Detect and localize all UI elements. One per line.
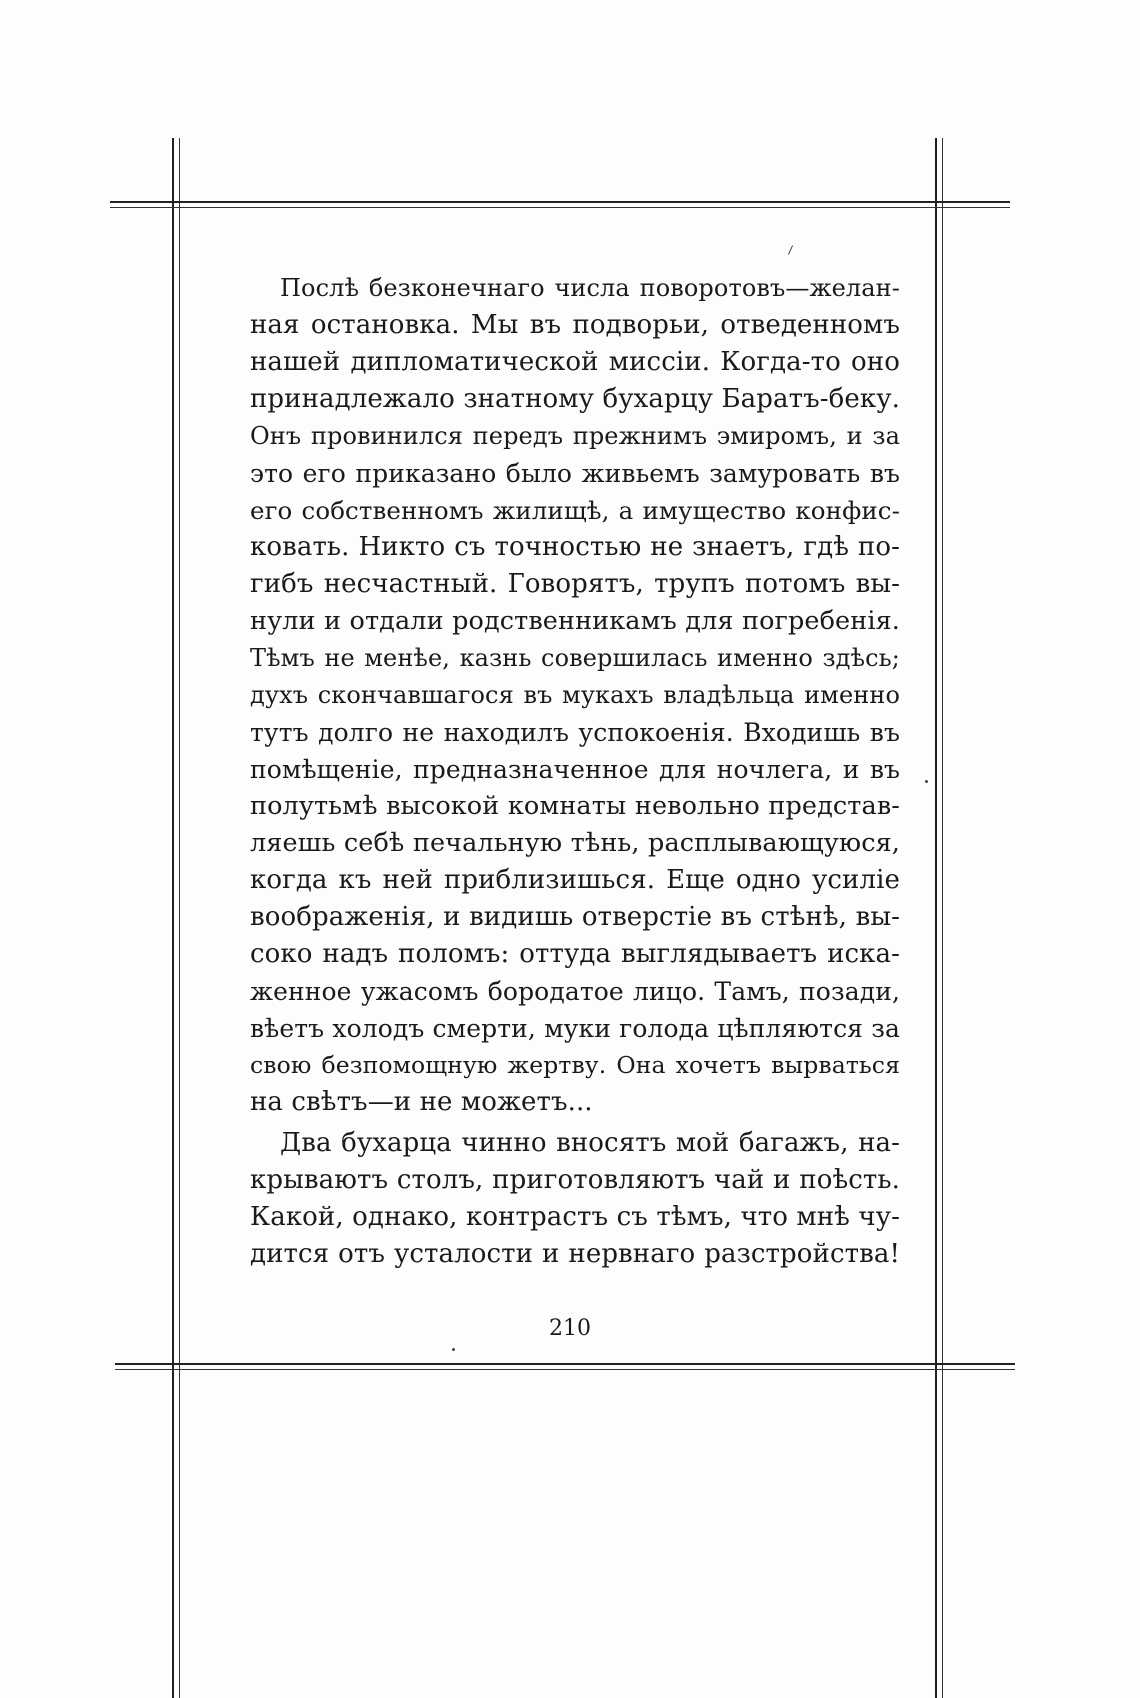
text-line: гибъ несчастный. Говорятъ, трупъ потомъ вы-: [250, 569, 900, 599]
page-number: 210: [549, 1316, 591, 1341]
text-line: дится отъ усталости и нервнаго разстройства!: [250, 1239, 900, 1269]
print-speck: [452, 1348, 455, 1351]
text-line: его собственномъ жилищѣ, а имущество конфис-: [250, 496, 900, 525]
text-line: воображенія, и видишь отверстіе въ стѣнѣ, вы-: [250, 902, 900, 932]
frame-bottom-rule-inner: [115, 1369, 1015, 1370]
text-line: нашей дипломатической миссіи. Когда-то оно: [250, 347, 900, 377]
text-line: свою безпомощную жертву. Она хочетъ вырваться: [250, 1051, 900, 1079]
text-line: духъ скончавшагося въ мукахъ владѣльца именно: [250, 681, 900, 709]
text-line: крываютъ столъ, приготовляютъ чай и поѣсть.: [250, 1165, 900, 1195]
text-line: Тѣмъ не менѣе, казнь совершилась именно здѣсь;: [250, 644, 900, 672]
text-line: принадлежало знатному бухарцу Баратъ-беку.: [250, 384, 900, 414]
frame-bottom-rule-outer: [115, 1363, 1015, 1365]
frame-top-rule-outer: [110, 201, 1010, 203]
text-line: тутъ долго не находилъ успокоенія. Входишь въ: [250, 718, 900, 747]
text-line: ная остановка. Мы въ подворьи, отведенномъ: [250, 310, 900, 340]
print-mark: [788, 245, 793, 254]
text-line: ковать. Никто съ точностью не знаетъ, гдѣ по-: [250, 532, 900, 562]
body-text: [250, 270, 900, 1273]
frame-top-rule-inner: [110, 207, 1010, 208]
text-line: Онъ провинился передъ прежнимъ эмиромъ, и за: [250, 422, 900, 450]
text-line: полутьмѣ высокой комнаты невольно представ-: [250, 791, 900, 821]
text-line: помѣщеніе, предназначенное для ночлега, и въ: [250, 755, 900, 784]
paragraph-2: [250, 1125, 900, 1273]
text-line: женное ужасомъ бородатое лицо. Тамъ, позади,: [250, 977, 900, 1006]
text-line: вѣетъ холодъ смерти, муки голода цѣпляются за: [250, 1014, 900, 1043]
text-line: когда къ ней приблизишься. Еще одно усиліе: [250, 865, 900, 895]
frame-right-rule-inner: [942, 138, 943, 1698]
text-line: Какой, однако, контрастъ съ тѣмъ, что мнѣ чу-: [250, 1202, 900, 1232]
text-line: ляешь себѣ печальную тѣнь, расплывающуюся,: [250, 828, 900, 858]
text-line: это его приказано было живьемъ замуровать въ: [250, 459, 900, 488]
text-line: Послѣ безконечнаго числа поворотовъ—желан-: [280, 274, 900, 302]
text-line: соко надъ поломъ: оттуда выглядываетъ иска-: [250, 939, 900, 969]
text-line: Два бухарца чинно вносятъ мой багажъ, на-: [280, 1128, 900, 1158]
text-line: нули и отдали родственникамъ для погребенія.: [250, 606, 900, 636]
frame-left-rule-inner: [179, 138, 180, 1698]
paragraph-1: [250, 270, 900, 1121]
frame-left-rule-outer: [172, 138, 174, 1698]
text-line: на свѣтъ—и не можетъ...: [250, 1087, 593, 1117]
frame-right-rule-outer: [935, 138, 937, 1698]
print-speck: [925, 780, 928, 783]
